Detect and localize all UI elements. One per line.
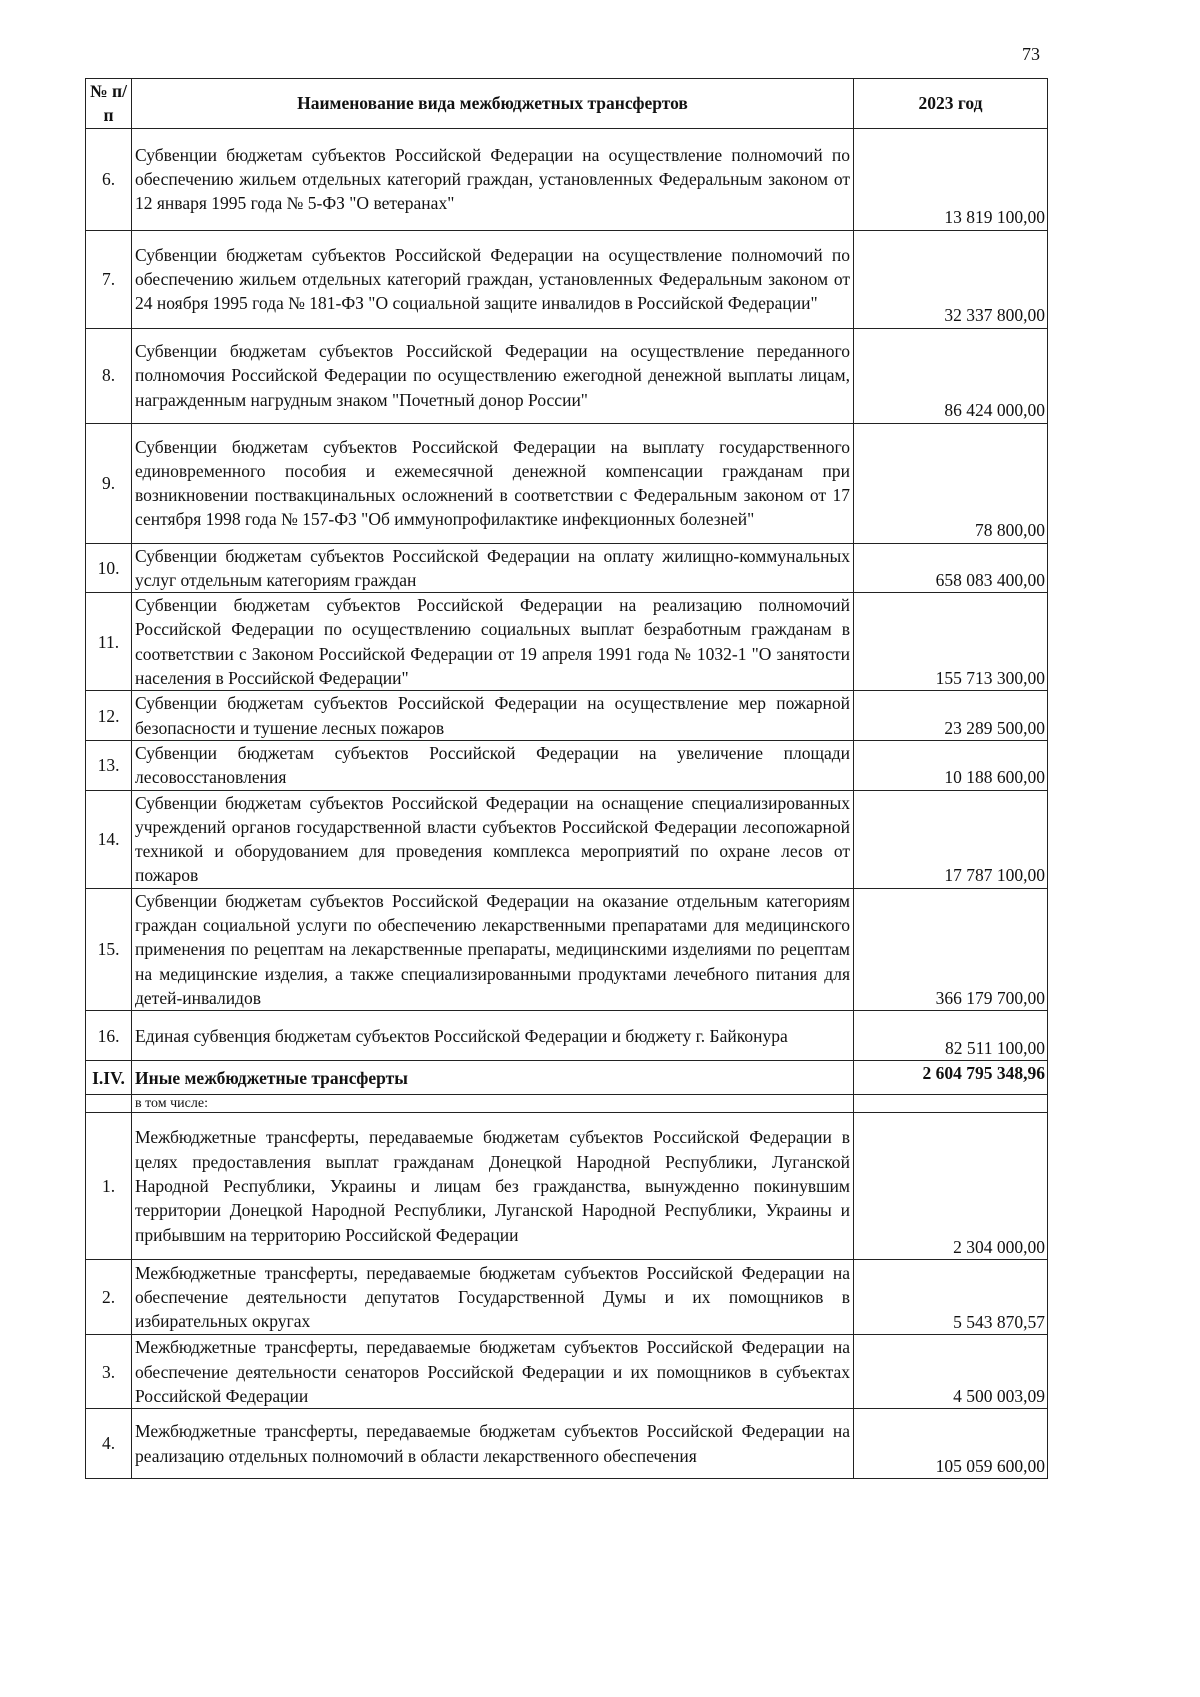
row-amount: 5 543 870,57	[854, 1260, 1048, 1335]
row-name: Субвенции бюджетам субъектов Российской Федерации на увеличение площади лесовосстановления	[132, 740, 854, 790]
row-amount: 82 511 100,00	[854, 1011, 1048, 1061]
row-amount: 658 083 400,00	[854, 543, 1048, 593]
row-amount: 23 289 500,00	[854, 691, 1048, 741]
table-row	[86, 128, 1048, 230]
row-amount: 366 179 700,00	[854, 888, 1048, 1010]
header-year: 2023 год	[854, 79, 1048, 129]
row-amount: 32 337 800,00	[854, 230, 1048, 328]
header-num: № п/п	[86, 79, 132, 129]
table-row	[86, 423, 1048, 543]
page-number: 73	[1022, 44, 1040, 64]
table-row	[86, 691, 1048, 741]
row-amount: 2 304 000,00	[854, 1113, 1048, 1260]
table-row	[86, 1011, 1048, 1061]
table-row	[86, 888, 1048, 1010]
row-amount: 17 787 100,00	[854, 790, 1048, 888]
row-number: 10.	[86, 543, 132, 593]
table-row	[86, 1409, 1048, 1479]
row-number: 2.	[86, 1260, 132, 1335]
row-name: Межбюджетные трансферты, передаваемые бюджетам субъектов Российской Федерации на обеспечение деятельности депутатов Государственной Думы и их помощников в избирательных округах	[132, 1260, 854, 1335]
row-number: 9.	[86, 423, 132, 543]
table-row	[86, 1260, 1048, 1335]
row-name: Субвенции бюджетам субъектов Российской Федерации на выплату государственного единовременного пособия и ежемесячной денежной компенсации гражданам при возникновении поствакцинальных осложнений в соответствии с Федеральным законом от 17 сентября 1998 года № 157-ФЗ "Об иммунопрофилактике инфекционных болезней"	[132, 423, 854, 543]
table-row	[86, 1335, 1048, 1409]
table-row	[86, 1061, 1048, 1095]
table-row	[86, 593, 1048, 691]
row-name: Межбюджетные трансферты, передаваемые бюджетам субъектов Российской Федерации в целях предоставления выплат гражданам Донецкой Народной Республики, Луганской Народной Республики, Украины и лицам без гражданства, вынужденно покинувшим территории Донецкой Народной Республики, Луганской Народной Республики, Украины и прибывшим на территорию Российской Федерации	[132, 1113, 854, 1260]
table-row	[86, 740, 1048, 790]
row-name: Субвенции бюджетам субъектов Российской Федерации на оказание отдельным категориям граждан социальной услуги по обеспечению лекарственными препаратами для медицинского применения по рецептам на лекарственные препараты, медицинскими изделиями по рецептам на медицинские изделия, а также специализированными продуктами лечебного питания для детей-инвалидов	[132, 888, 854, 1010]
header-name: Наименование вида межбюджетных трансфертов	[132, 79, 854, 129]
row-number: 16.	[86, 1011, 132, 1061]
row-amount: 78 800,00	[854, 423, 1048, 543]
row-number: 13.	[86, 740, 132, 790]
row-number: 7.	[86, 230, 132, 328]
row-name: Единая субвенция бюджетам субъектов Российской Федерации и бюджету г. Байконура	[132, 1011, 854, 1061]
row-amount	[854, 1095, 1048, 1113]
row-number: 1.	[86, 1113, 132, 1260]
including-label: в том числе:	[132, 1095, 854, 1113]
row-number	[86, 1095, 132, 1113]
transfers-table	[85, 78, 1048, 1479]
row-name: Межбюджетные трансферты, передаваемые бюджетам субъектов Российской Федерации на реализацию отдельных полномочий в области лекарственного обеспечения	[132, 1409, 854, 1479]
table-header	[86, 79, 1048, 129]
row-number: 11.	[86, 593, 132, 691]
row-number: 4.	[86, 1409, 132, 1479]
row-number: 15.	[86, 888, 132, 1010]
row-name: Иные межбюджетные трансферты	[132, 1061, 854, 1095]
table-row	[86, 230, 1048, 328]
row-name: Субвенции бюджетам субъектов Российской Федерации на осуществление переданного полномочия Российской Федерации по осуществлению ежегодной денежной выплаты лицам, награжденным нагрудным знаком "Почетный донор России"	[132, 328, 854, 423]
row-name: Субвенции бюджетам субъектов Российской Федерации на оплату жилищно-коммунальных услуг отдельным категориям граждан	[132, 543, 854, 593]
row-name: Межбюджетные трансферты, передаваемые бюджетам субъектов Российской Федерации на обеспечение деятельности сенаторов Российской Федерации и их помощников в субъектах Российской Федерации	[132, 1335, 854, 1409]
row-number: 6.	[86, 128, 132, 230]
row-name: Субвенции бюджетам субъектов Российской Федерации на осуществление мер пожарной безопасности и тушение лесных пожаров	[132, 691, 854, 741]
row-amount: 2 604 795 348,96	[854, 1061, 1048, 1095]
table-row	[86, 790, 1048, 888]
row-number: 12.	[86, 691, 132, 741]
row-amount: 155 713 300,00	[854, 593, 1048, 691]
row-name: Субвенции бюджетам субъектов Российской Федерации на осуществление полномочий по обеспечению жильем отдельных категорий граждан, установленных Федеральным законом от 12 января 1995 года № 5-ФЗ "О ветеранах"	[132, 128, 854, 230]
table-row	[86, 328, 1048, 423]
row-name: Субвенции бюджетам субъектов Российской Федерации на осуществление полномочий по обеспечению жильем отдельных категорий граждан, установленных Федеральным законом от 24 ноября 1995 года № 181-ФЗ "О социальной защите инвалидов в Российской Федерации"	[132, 230, 854, 328]
table-row	[86, 543, 1048, 593]
row-amount: 10 188 600,00	[854, 740, 1048, 790]
row-amount: 86 424 000,00	[854, 328, 1048, 423]
row-number: 3.	[86, 1335, 132, 1409]
row-name: Субвенции бюджетам субъектов Российской Федерации на оснащение специализированных учреждений органов государственной власти субъектов Российской Федерации лесопожарной техникой и оборудованием для проведения комплекса мероприятий по охране лесов от пожаров	[132, 790, 854, 888]
row-number: I.IV.	[86, 1061, 132, 1095]
row-name: Субвенции бюджетам субъектов Российской Федерации на реализацию полномочий Российской Федерации по осуществлению социальных выплат безработным гражданам в соответствии с Законом Российской Федерации от 19 апреля 1991 года № 1032-1 "О занятости населения в Российской Федерации"	[132, 593, 854, 691]
row-number: 8.	[86, 328, 132, 423]
row-amount: 13 819 100,00	[854, 128, 1048, 230]
row-amount: 105 059 600,00	[854, 1409, 1048, 1479]
row-number: 14.	[86, 790, 132, 888]
table-row	[86, 1113, 1048, 1260]
table-row	[86, 1095, 1048, 1113]
row-amount: 4 500 003,09	[854, 1335, 1048, 1409]
